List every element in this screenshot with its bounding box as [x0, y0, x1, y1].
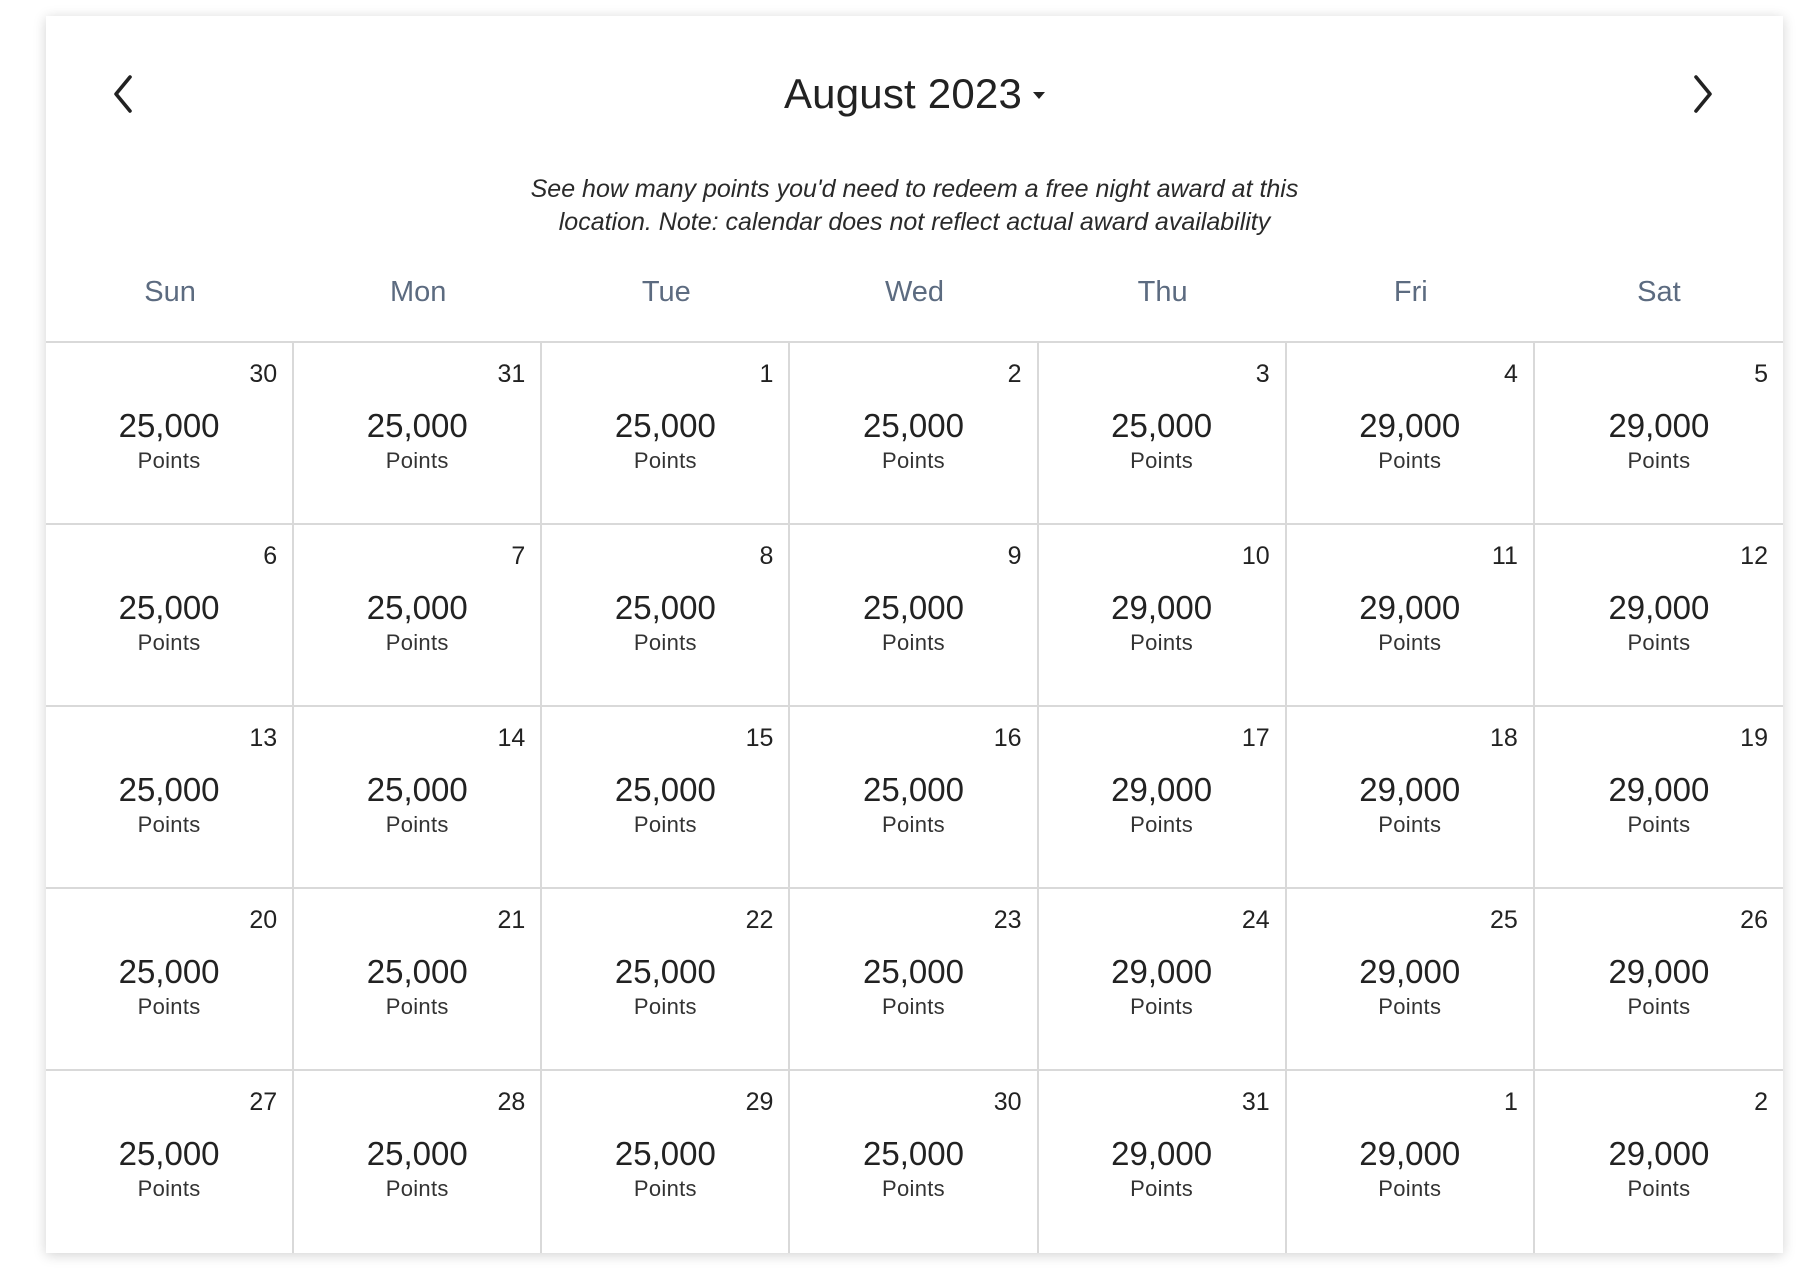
points-label: Points: [385, 994, 449, 1019]
day-cell[interactable]: [46, 1071, 294, 1253]
weekday-header-sat: Sat: [1637, 276, 1681, 308]
day-cell[interactable]: [294, 1071, 542, 1253]
day-number: 12: [1740, 542, 1768, 570]
day-cell[interactable]: [46, 889, 294, 1071]
points-label: Points: [882, 448, 945, 473]
day-number: 18: [1490, 724, 1518, 752]
points-value: 25,000: [614, 1135, 716, 1172]
day-cell[interactable]: [294, 889, 542, 1071]
points-label: Points: [882, 994, 945, 1019]
points-value: 25,000: [118, 953, 220, 990]
points-value: 25,000: [614, 771, 716, 808]
points-value: 25,000: [118, 589, 220, 626]
day-cell[interactable]: [1287, 343, 1535, 525]
points-value: 25,000: [614, 589, 716, 626]
day-number: 9: [1007, 542, 1022, 570]
chevron-right-icon[interactable]: [1691, 74, 1715, 114]
day-number: 30: [993, 1088, 1022, 1116]
day-number: 22: [745, 906, 774, 934]
calendar-note: [46, 173, 1783, 239]
points-value: 25,000: [118, 771, 220, 808]
day-number: 5: [1754, 360, 1768, 388]
points-value: 25,000: [366, 589, 468, 626]
day-number: 6: [263, 542, 278, 570]
day-number: 24: [1241, 906, 1270, 934]
day-cell[interactable]: [1535, 525, 1783, 707]
points-label: Points: [633, 448, 697, 473]
points-label: Points: [385, 448, 449, 473]
day-cell[interactable]: [542, 343, 790, 525]
day-cell[interactable]: [790, 525, 1038, 707]
points-value: 25,000: [614, 407, 716, 444]
day-number: 23: [993, 906, 1022, 934]
day-cell[interactable]: [790, 1071, 1038, 1253]
points-label: Points: [1627, 448, 1691, 473]
day-cell[interactable]: [1039, 1071, 1287, 1253]
calendar-header: [46, 68, 1783, 120]
points-label: Points: [633, 630, 697, 655]
points-value: 25,000: [366, 407, 468, 444]
points-value: 29,000: [1359, 771, 1461, 808]
points-label: Points: [633, 1176, 697, 1201]
day-cell[interactable]: [1535, 707, 1783, 889]
weekday-header-row: [46, 272, 1783, 312]
points-label: Points: [1130, 630, 1194, 655]
points-value: 29,000: [1608, 407, 1710, 444]
points-label: Points: [1627, 1176, 1691, 1201]
points-value: 25,000: [366, 771, 468, 808]
day-cell[interactable]: [1039, 889, 1287, 1071]
points-value: 25,000: [118, 407, 220, 444]
weekday-header-thu: Thu: [1137, 276, 1188, 308]
day-cell[interactable]: [1287, 707, 1535, 889]
points-label: Points: [1130, 1176, 1194, 1201]
day-cell[interactable]: [1039, 343, 1287, 525]
points-label: Points: [1627, 994, 1691, 1019]
day-number: 19: [1740, 724, 1768, 752]
points-value: 29,000: [1608, 953, 1710, 990]
points-value: 29,000: [1111, 953, 1213, 990]
day-number: 13: [249, 724, 278, 752]
day-cell[interactable]: [1287, 525, 1535, 707]
caret-down-icon: [1033, 92, 1045, 99]
points-value: 25,000: [863, 589, 964, 626]
day-number: 17: [1241, 724, 1270, 752]
calendar-note-line: location. Note: calendar does not reflect actual award availability: [558, 208, 1271, 236]
points-value: 25,000: [366, 953, 468, 990]
day-number: 1: [1503, 1088, 1518, 1116]
points-label: Points: [1627, 630, 1691, 655]
day-number: 2: [1754, 1088, 1768, 1116]
points-label: Points: [1130, 812, 1194, 837]
weekday-header-tue: Tue: [641, 276, 691, 308]
day-cell[interactable]: [542, 525, 790, 707]
day-number: 3: [1255, 360, 1270, 388]
points-value: 25,000: [118, 1135, 220, 1172]
points-value: 29,000: [1359, 953, 1461, 990]
day-cell[interactable]: [542, 707, 790, 889]
day-cell[interactable]: [542, 1071, 790, 1253]
day-number: 2: [1007, 360, 1022, 388]
day-number: 1: [759, 360, 774, 388]
points-label: Points: [1378, 1176, 1442, 1201]
day-cell[interactable]: [1287, 889, 1535, 1071]
points-label: Points: [137, 812, 201, 837]
day-number: 10: [1241, 542, 1270, 570]
points-value: 25,000: [863, 771, 964, 808]
day-cell[interactable]: [46, 707, 294, 889]
day-cell[interactable]: [294, 525, 542, 707]
points-value: 29,000: [1608, 771, 1710, 808]
day-number: 14: [497, 724, 526, 752]
points-label: Points: [882, 1176, 945, 1201]
points-value: 29,000: [1111, 589, 1213, 626]
day-number: 21: [497, 906, 526, 934]
day-cell[interactable]: [1535, 1071, 1783, 1253]
points-label: Points: [633, 812, 697, 837]
day-cell[interactable]: [542, 889, 790, 1071]
points-label: Points: [137, 630, 201, 655]
day-number: 7: [511, 542, 526, 570]
points-value: 25,000: [366, 1135, 468, 1172]
day-number: 16: [993, 724, 1022, 752]
day-number: 15: [745, 724, 774, 752]
day-number: 26: [1740, 906, 1768, 934]
day-grid: [46, 341, 1783, 1253]
day-number: 4: [1503, 360, 1518, 388]
points-value: 25,000: [863, 407, 964, 444]
points-value: 29,000: [1111, 1135, 1213, 1172]
day-number: 8: [759, 542, 774, 570]
month-dropdown-button[interactable]: [784, 68, 1045, 120]
points-label: Points: [137, 1176, 201, 1201]
day-number: 31: [1241, 1088, 1270, 1116]
day-cell[interactable]: [1039, 707, 1287, 889]
day-cell[interactable]: [46, 525, 294, 707]
points-value: 25,000: [614, 953, 716, 990]
points-value: 25,000: [863, 1135, 964, 1172]
day-number: 29: [745, 1088, 774, 1116]
day-number: 27: [249, 1088, 278, 1116]
points-label: Points: [882, 812, 945, 837]
points-value: 29,000: [1608, 1135, 1710, 1172]
day-number: 31: [497, 360, 526, 388]
day-cell[interactable]: [790, 707, 1038, 889]
day-cell[interactable]: [1039, 525, 1287, 707]
month-title: August 2023: [783, 70, 1023, 117]
points-value: 29,000: [1359, 1135, 1461, 1172]
day-cell[interactable]: [294, 343, 542, 525]
day-number: 11: [1491, 542, 1518, 570]
day-number: 20: [249, 906, 278, 934]
day-cell[interactable]: [1535, 343, 1783, 525]
points-label: Points: [882, 630, 945, 655]
points-label: Points: [1130, 994, 1194, 1019]
weekday-header-sun: Sun: [144, 276, 196, 308]
points-label: Points: [137, 448, 201, 473]
points-label: Points: [1378, 994, 1442, 1019]
points-value: 29,000: [1359, 589, 1461, 626]
points-label: Points: [1378, 630, 1442, 655]
points-calendar-card: [46, 16, 1783, 1253]
weekday-header-fri: Fri: [1393, 276, 1428, 308]
points-value: 29,000: [1111, 771, 1213, 808]
day-cell[interactable]: [46, 343, 294, 525]
points-value: 25,000: [1111, 407, 1213, 444]
day-number: 28: [497, 1088, 526, 1116]
day-number: 30: [249, 360, 278, 388]
points-value: 25,000: [863, 953, 964, 990]
points-label: Points: [385, 630, 449, 655]
points-label: Points: [1378, 448, 1442, 473]
points-value: 29,000: [1359, 407, 1461, 444]
points-value: 29,000: [1608, 589, 1710, 626]
day-cell[interactable]: [790, 343, 1038, 525]
weekday-header-mon: Mon: [390, 276, 447, 308]
points-label: Points: [137, 994, 201, 1019]
points-label: Points: [1378, 812, 1442, 837]
day-number: 25: [1490, 906, 1518, 934]
day-cell[interactable]: [1535, 889, 1783, 1071]
day-cell[interactable]: [790, 889, 1038, 1071]
day-cell[interactable]: [1287, 1071, 1535, 1253]
points-label: Points: [633, 994, 697, 1019]
calendar-note-line: See how many points you'd need to redeem a free night award at this: [530, 175, 1299, 203]
points-label: Points: [1130, 448, 1194, 473]
day-cell[interactable]: [294, 707, 542, 889]
points-label: Points: [1627, 812, 1691, 837]
points-label: Points: [385, 812, 449, 837]
points-label: Points: [385, 1176, 449, 1201]
weekday-header-wed: Wed: [884, 276, 945, 308]
